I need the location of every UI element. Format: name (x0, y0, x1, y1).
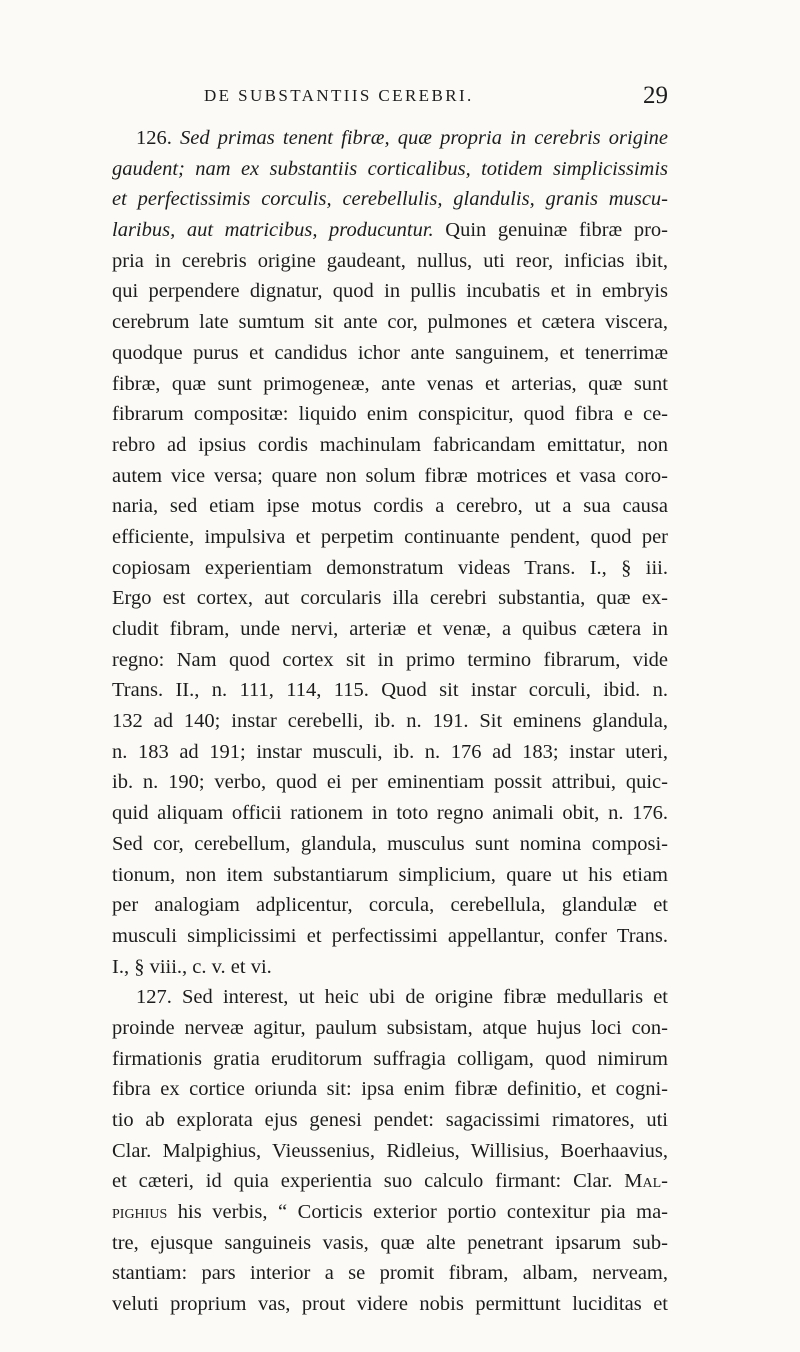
text-segment: gaudent; nam ex substantiis corticalibus, totidem simplicissimis (112, 157, 668, 180)
text-segment: fibræ, quæ sunt primogeneæ, ante venas et arterias, quæ sunt (112, 372, 668, 395)
text-line (112, 430, 668, 461)
text-line (112, 1013, 668, 1044)
text-line (112, 706, 668, 737)
text-line (112, 829, 668, 860)
text-segment: tre, ejusque sanguineis vasis, quæ alte penetrant ipsarum sub- (112, 1231, 668, 1254)
text-line (112, 1044, 668, 1075)
text-line (112, 1105, 668, 1136)
text-line (112, 1074, 668, 1105)
text-segment: stantiam: pars interior a se promit fibram, albam, nerveam, (112, 1262, 668, 1285)
text-segment: 126. (136, 127, 181, 149)
text-segment: Ergo est cortex, aut corcularis illa cerebri substantia, quæ ex- (112, 587, 668, 610)
text-line (112, 982, 668, 1013)
text-line (112, 583, 668, 614)
text-segment: fibra ex cortice oriunda sit: ipsa enim fibræ definitio, et cogni- (112, 1078, 668, 1101)
text-segment: cludit fibram, unde nervi, arteriæ et venæ, a quibus cætera in (112, 618, 668, 640)
text-segment: Trans. II., n. 111, 114, 115. Quod sit instar corculi, ibid. n. (112, 679, 668, 702)
text-segment: 127. Sed interest, ut heic ubi de origine fibræ medullaris et (136, 986, 668, 1009)
text-line (112, 399, 668, 430)
text-line (112, 614, 668, 645)
text-segment: et perfectissimis corculis, cerebellulis, glandulis, granis muscu- (112, 188, 668, 211)
text-line (112, 338, 668, 369)
text-line (112, 767, 668, 798)
text-segment: veluti proprium vas, prout videre nobis permittunt luciditas et (112, 1293, 668, 1316)
text-segment: Sed cor, cerebellum, glandula, musculus sunt nomina composi- (112, 832, 668, 855)
text-line (112, 215, 668, 246)
text-segment: fibrarum compositæ: liquido enim conspicitur, quod fibra e ce- (112, 403, 668, 426)
page-number: 29 (643, 82, 668, 109)
text-segment: tionum, non item substantiarum simplicium, quare ut his etiam (112, 863, 668, 886)
text-line (112, 461, 668, 492)
text-line (112, 276, 668, 307)
text-line (112, 553, 668, 584)
text-segment: rebro ad ipsius cordis machinulam fabricandam emittatur, non (112, 433, 668, 456)
text-line (112, 1136, 668, 1167)
text-segment: naria, sed etiam ipse motus cordis a cerebro, ut a sua causa (112, 495, 668, 518)
text-segment: Mal- (624, 1170, 668, 1193)
text-segment: proinde nerveæ agitur, paulum subsistam, atque hujus loci con- (112, 1016, 668, 1039)
text-segment: ib. n. 190; verbo, quod ei per eminentiam possit attribui, quic- (112, 771, 668, 794)
text-segment: quodque purus et candidus ichor ante sanguinem, et tenerrimæ (112, 341, 668, 364)
text-line (112, 798, 668, 829)
text-line (112, 154, 668, 185)
text-segment: pighius (112, 1201, 168, 1224)
text-segment: firmationis gratia eruditorum suffragia colligam, quod nimirum (112, 1047, 668, 1070)
text-segment: Sed primas tenent fibræ, quæ propria in cerebris origine (180, 127, 669, 149)
text-line (112, 737, 668, 768)
text-line (112, 921, 668, 952)
text-line (112, 522, 668, 553)
text-line (112, 184, 668, 215)
text-line (112, 645, 668, 676)
text-line (112, 890, 668, 921)
body-text (112, 123, 668, 1320)
text-line (112, 860, 668, 891)
text-segment: tio ab explorata ejus genesi pendet: sagacissimi rimatores, uti (112, 1109, 668, 1131)
text-segment: his verbis, “ Corticis exterior portio contexitur pia ma- (167, 1201, 668, 1224)
text-segment: cerebrum late sumtum sit ante cor, pulmones et cætera viscera, (112, 311, 668, 334)
text-segment: Quin genuinæ fibræ pro- (433, 219, 668, 242)
text-segment: qui perpendere dignatur, quod in pullis incubatis et in embryis (112, 280, 668, 303)
text-segment: laribus, aut matricibus, producuntur. (112, 219, 434, 242)
text-segment: I., § viii., c. v. et vi. (112, 955, 272, 978)
text-segment: Clar. Malpighius, Vieussenius, Ridleius, Willisius, Boerhaavius, (112, 1139, 668, 1162)
text-line (112, 123, 668, 154)
text-line (112, 246, 668, 277)
text-segment: musculi simplicissimi et perfectissimi appellantur, confer Trans. (112, 924, 668, 947)
text-line (112, 1228, 668, 1259)
text-line (112, 307, 668, 338)
text-line (112, 1258, 668, 1289)
text-line (112, 369, 668, 400)
text-segment: quid aliquam officii rationem in toto regno animali obit, n. 176. (112, 802, 668, 825)
text-segment: et cæteri, id quia experientia suo calculo firmant: Clar. (112, 1170, 625, 1193)
text-line (112, 491, 668, 522)
text-segment: regno: Nam quod cortex sit in primo termino fibrarum, vide (112, 648, 668, 671)
text-line (112, 1166, 668, 1197)
text-segment: copiosam experientiam demonstratum videas Trans. I., § iii. (112, 556, 668, 579)
running-title: DE SUBSTANTIIS CEREBRI. (204, 86, 474, 105)
text-segment: 132 ad 140; instar cerebelli, ib. n. 191. Sit eminens glandula, (112, 710, 668, 733)
text-segment: autem vice versa; quare non solum fibræ motrices et vasa coro- (112, 464, 668, 487)
text-line (112, 1289, 668, 1320)
text-segment: efficiente, impulsiva et perpetim continuante pendent, quod per (112, 525, 668, 548)
text-segment: pria in cerebris origine gaudeant, nullus, uti reor, inficias ibit, (112, 249, 668, 272)
text-segment: per analogiam adplicentur, corcula, cerebellula, glandulæ et (112, 894, 668, 917)
page-header (112, 82, 668, 116)
text-segment: n. 183 ad 191; instar musculi, ib. n. 176 ad 183; instar uteri, (112, 740, 668, 763)
text-line (112, 952, 668, 983)
text-line (112, 1197, 668, 1228)
text-line (112, 675, 668, 706)
